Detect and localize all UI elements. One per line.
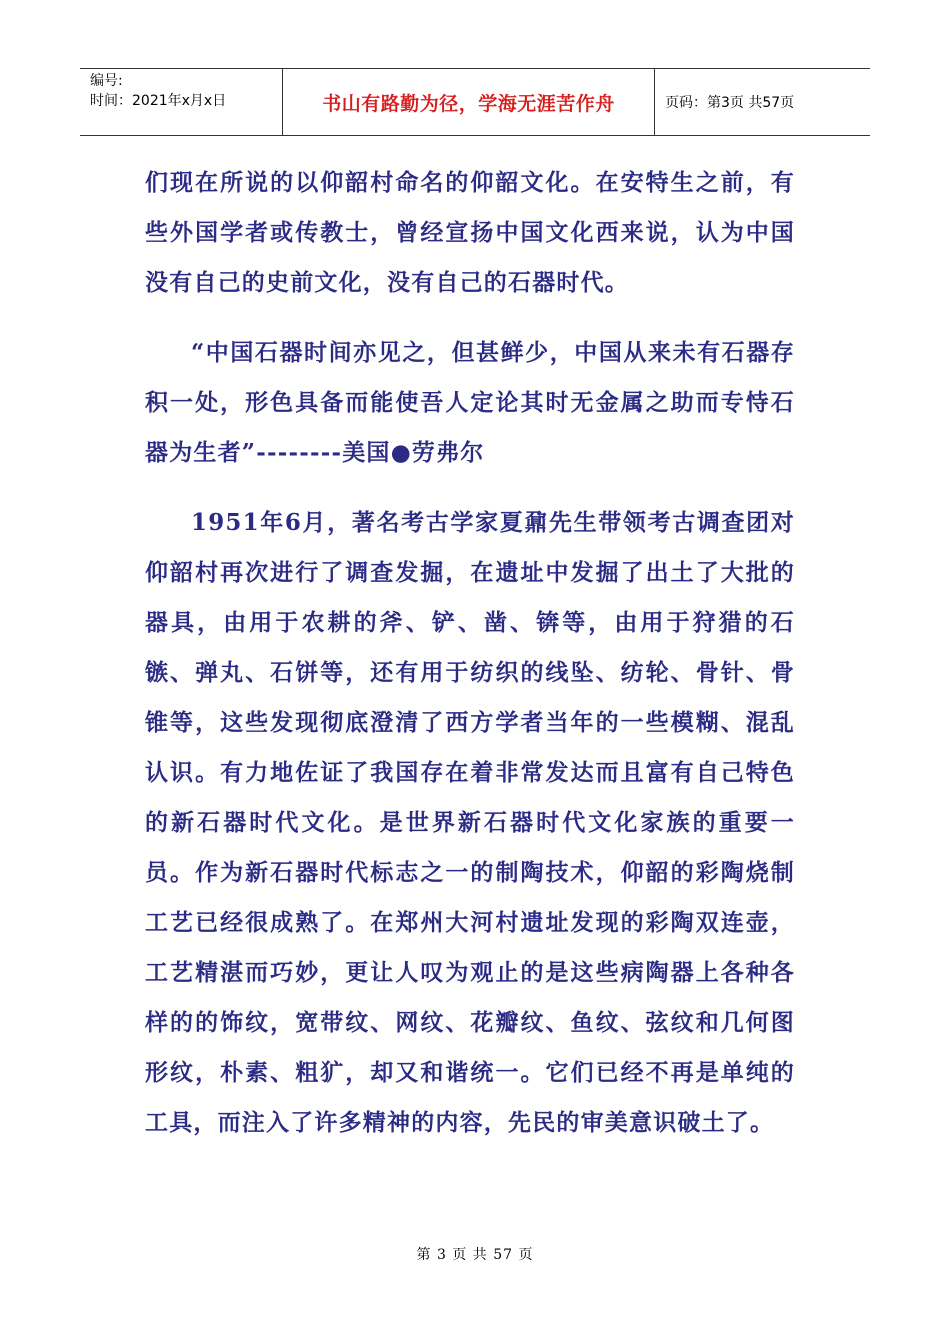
document-header — [80, 68, 870, 136]
document-number-label: 编号: — [90, 73, 123, 89]
header-meta — [80, 69, 283, 135]
motto-text: 书山有路勤为径，学海无涯苦作舟 — [322, 92, 615, 115]
quote-paragraph: “中国石器时间亦见之，但甚鲜少，中国从来未有石器存积一处，形色具备而能使吾人定论其时无金属之助而专恃石器为生者”--------美国●劳弗尔 — [145, 339, 795, 466]
footer-page-number: 第 3 页 共 57 页 — [416, 1247, 534, 1263]
document-body — [145, 158, 795, 1148]
page-footer — [0, 1244, 950, 1264]
header-motto — [283, 69, 655, 135]
page-code-text: 页码：第3页 共57页 — [665, 95, 795, 111]
body-paragraph: 1951年6月，著名考古学家夏鼐先生带领考古调查团对仰韶村再次进行了调查发掘，在遗址中发掘了出土了大批的器具，由用于农耕的斧、铲、凿、锛等，由用于狩猎的石镞、弹丸、石饼等，还有用于纺织的线坠、纺轮、骨针、骨锥等，这些发现彻底澄清了西方学者当年的一些模糊、混乱认识。有力地佐证了我国存在着非常发达而且富有自己特色的新石器时代文化。是世界新石器时代文化家族的重要一员。作为新石器时代标志之一的制陶技术，仰韶的彩陶烧制工艺已经很成熟了。在郑州大河村遗址发现的彩陶双连壶，工艺精湛而巧妙，更让人叹为观止的是这些病陶器上各种各样的的饰纹，宽带纹、网纹、花瓣纹、鱼纹、弦纹和几何图形纹，朴素、粗犷，却又和谐统一。它们已经不再是单纯的工具，而注入了许多精神的内容，先民的审美意识破土了。 — [145, 509, 795, 1136]
document-time-label: 时间：2021年x月x日 — [90, 93, 227, 109]
header-page-code — [655, 69, 870, 135]
body-paragraph: 们现在所说的以仰韶村命名的仰韶文化。在安特生之前，有些外国学者或传教士，曾经宣扬中国文化西来说，认为中国没有自己的史前文化，没有自己的石器时代。 — [145, 169, 795, 296]
